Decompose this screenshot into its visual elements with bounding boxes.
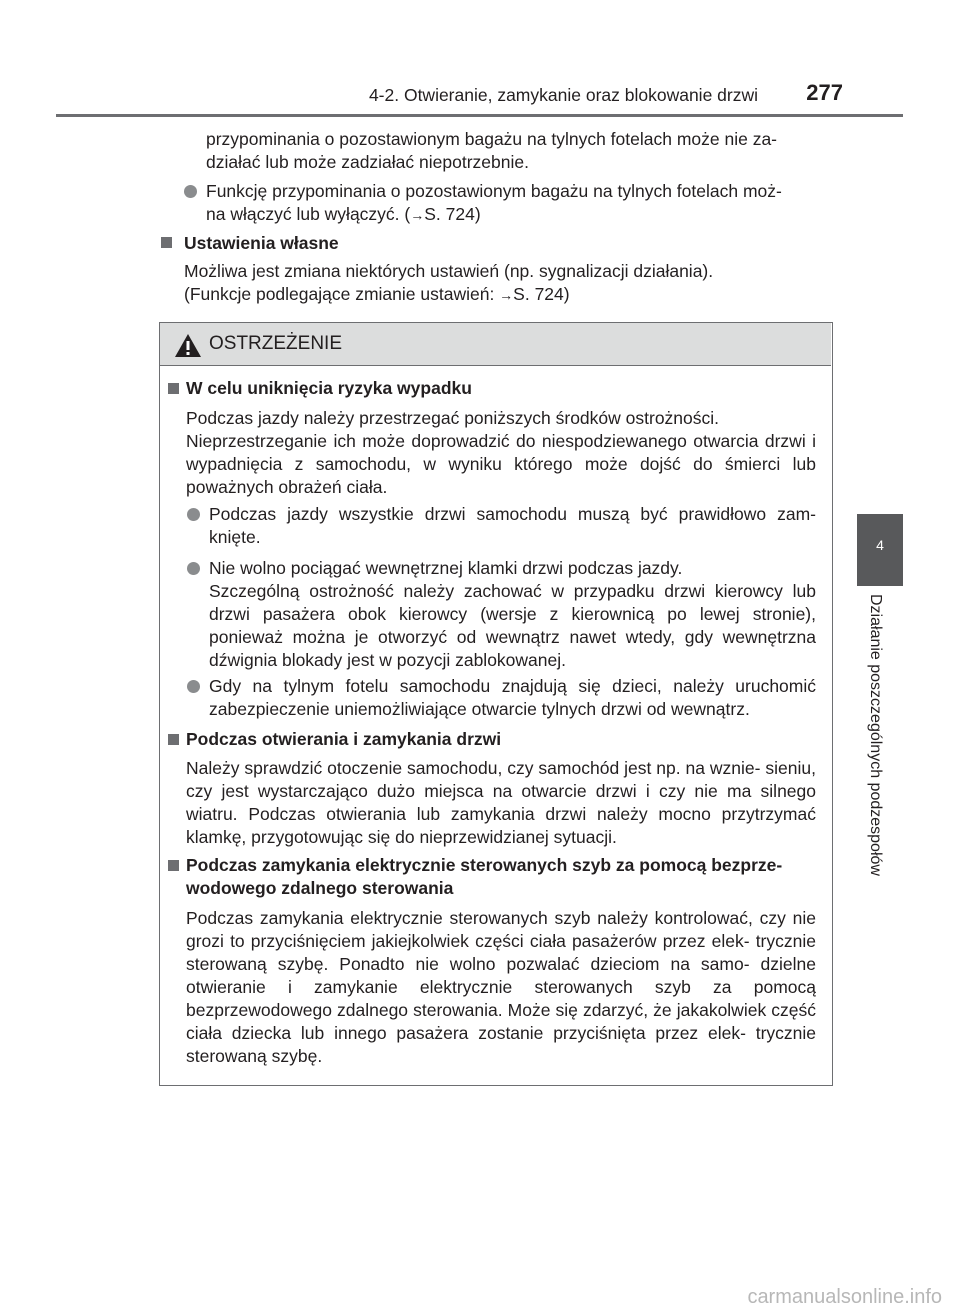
square-bullet-icon [168, 383, 179, 394]
bullet-icon [184, 185, 197, 198]
chapter-number: 4 [876, 537, 884, 553]
bullet-icon [187, 562, 200, 575]
square-bullet-icon [168, 860, 179, 871]
paragraph: Należy sprawdzić otoczenie samochodu, czy samochód jest np. na wznie- sieniu, czy jest wystarczająco dużo miejsca na otwarcie drzwi i czy nie ma silnego wiatru. Podczas otwierania lub zamykania drzwi należy mocno przytrzymać klamkę, przygotowując się do nieprzewidzianej sytuacji. [186, 758, 816, 847]
page-number: 277 [806, 80, 843, 105]
bullet-paragraph: Nie wolno pociągać wewnętrznej klamki drzwi podczas jazdy. [209, 558, 683, 578]
section-title: 4-2. Otwieranie, zamykanie oraz blokowanie drzwi [368, 85, 758, 105]
warning-triangle-icon [174, 333, 202, 358]
bullet-paragraph [206, 180, 826, 227]
text-line: na włączyć lub wyłączyć. (→S. 724) [206, 204, 481, 224]
section-heading: W celu uniknięcia ryzyka wypadku [186, 378, 472, 398]
chapter-label: Działanie poszczególnych podzespołów [867, 594, 884, 876]
text-line: Funkcję przypominania o pozostawionym bagażu na tylnych fotelach moż- [206, 181, 782, 201]
bullet-paragraph: Podczas jazdy wszystkie drzwi samochodu muszą być prawidłowo zam- knięte. [209, 504, 816, 547]
paragraph: Podczas zamykania elektrycznie sterowanych szyb należy kontrolować, czy nie grozi to przyciśnięciem jakiejkolwiek części ciała pasażerów przez elek- trycznie sterowaną szybę. Ponadto nie wolno pozwalać dzieciom na samo- dzielne otwieranie i zamykanie elektrycznie sterowanych szyb za pomocą bezprzewodowego zdalnego sterowania. Może się zdarzyć, że jakakolwiek część ciała dziecka lub innego pasażera zostanie przyciśnięta przez elek- trycznie sterowaną szybę. [186, 908, 816, 1066]
header-divider [56, 114, 903, 117]
square-bullet-icon [168, 734, 179, 745]
section-heading: Podczas zamykania elektrycznie sterowanych szyb za pomocą bezprze- wodowego zdalnego sterowania [186, 855, 783, 898]
text-line: Możliwa jest zmiana niektórych ustawień (np. sygnalizacji działania). [184, 261, 714, 281]
text-line: działać lub może zadziałać niepotrzebnie. [206, 152, 529, 172]
text-line: (Funkcje podlegające zmianie ustawień: →S. 724) [184, 284, 570, 304]
settings-paragraph [184, 260, 829, 307]
arrow-icon: → [499, 287, 514, 303]
square-bullet-icon [161, 237, 172, 248]
paragraph: Szczególną ostrożność należy zachować w przypadku drzwi kierowcy lub drzwi pasażera obok kierowcy (wersje z kierownicą po lewej stronie), ponieważ można je otworzyć od wewnątrz nawet wtedy, gdy wewnętrzna dźwignia blokady jest w pozycji zablokowanej. [209, 581, 816, 670]
bullet-icon [187, 680, 200, 693]
chapter-tab [857, 514, 903, 586]
paragraph: Nieprzestrzeganie ich może doprowadzić do niespodziewanego otwarcia drzwi i wypadnięcia z samochodu, w wyniku którego może dojść do śmierci lub poważnych obrażeń ciała. [186, 431, 816, 497]
bullet-paragraph: Gdy na tylnym fotelu samochodu znajdują się dzieci, należy uruchomić zabezpieczenie uniemożliwiające otwarcie tylnych drzwi od wewnątrz. [209, 676, 816, 719]
warning-title: OSTRZEŻENIE [209, 333, 343, 354]
section-heading: Podczas otwierania i zamykania drzwi [186, 729, 502, 749]
arrow-icon: → [410, 207, 425, 223]
warning-header [160, 323, 831, 366]
text-line: przypominania o pozostawionym bagażu na tylnych fotelach może nie za- [206, 129, 778, 149]
watermark: carmanualsonline.info [747, 1286, 942, 1308]
warning-box [159, 322, 833, 1086]
bullet-icon [187, 508, 200, 521]
paragraph: Podczas jazdy należy przestrzegać poniższych środków ostrożności. [186, 408, 720, 428]
continued-paragraph [206, 128, 826, 174]
settings-heading: Ustawienia własne [184, 233, 339, 253]
page-header [0, 0, 960, 120]
